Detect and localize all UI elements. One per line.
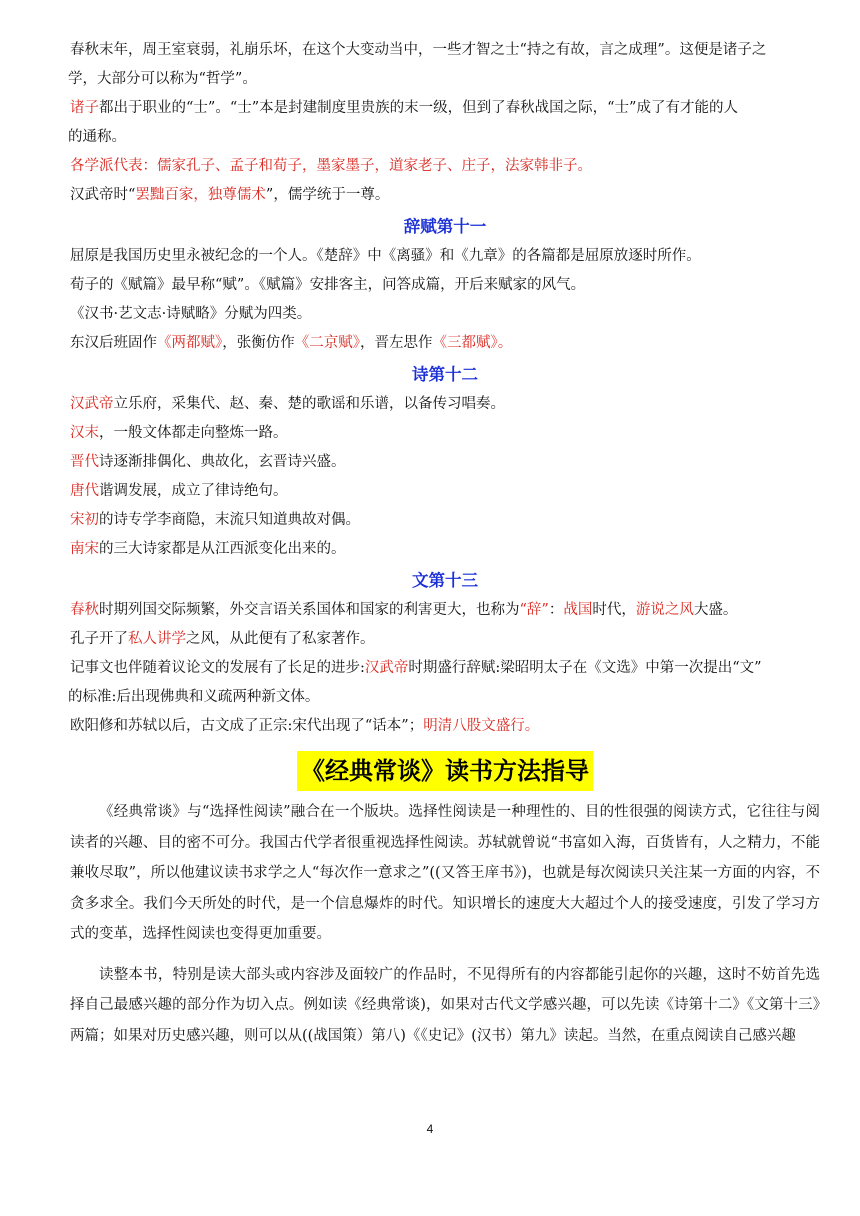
highlight-text: 《两都赋》: [157, 335, 223, 351]
highlight-text: 晋代: [70, 454, 99, 470]
highlight-text: 游说之风: [635, 602, 694, 618]
guide-heading-wrap: [70, 751, 820, 791]
list-item: [70, 477, 820, 506]
highlight-text: 各学派代表：儒家孔子、孟子和荀子，墨家墨子，道家老子、庄子，法家韩非子。: [70, 158, 592, 174]
text: 谐调发展，成立了律诗绝句。: [99, 483, 288, 499]
guide-paragraph: 《经典常谈》与“选择性阅读”融合在一个版块。选择性阅读是一种理性的、目的性很强的阅读方式，它往往与阅读者的兴趣、目的密不可分。我国古代学者很重视选择性阅读。苏轼就曾说“书富如入海，百货皆有，人之精力，不能兼收尽取”，所以他建议读书求学之人“每次作一意求之”((又答王庠书》)，也就是每次阅读只关注某一方面的内容，不贪多求全。我们今天所处的时代，是一个信息爆炸的时代。知识增长的速度大大超过个人的接受速度，引发了学习方式的变革，选择性阅读也变得更加重要。: [70, 804, 820, 942]
paragraph: [70, 181, 820, 210]
guide-heading: 《经典常谈》读书方法指导: [297, 751, 593, 791]
paragraph: [70, 300, 820, 329]
paragraph: [70, 242, 820, 271]
paragraph: [70, 152, 820, 181]
text: 的三大诗家都是从江西派变化出来的。: [99, 541, 346, 557]
text: 时期列国交际频繁，外交言语关系国体和国家的利害更大，也称为: [99, 602, 520, 618]
text: 都出于职业的“士”。“士”本是封建制度里贵族的末一级，但到了春秋战国之际，“士”成了有才能的人: [99, 100, 738, 116]
list-item: [70, 535, 820, 564]
text: 春秋末年，周王室衰弱，礼崩乐坏，在这个大变动当中，一些才智之士“持之有故，言之成理”。这便是诸子之: [70, 42, 767, 58]
text: 之风，从此便有了私家著作。: [186, 631, 375, 647]
paragraph: [70, 329, 820, 358]
text: 时代，: [592, 602, 636, 618]
paragraph: [70, 94, 820, 123]
text: ，张衡仿作: [222, 335, 295, 351]
page-number: 4: [426, 1122, 434, 1136]
section-heading: 文第十三: [412, 571, 478, 590]
highlight-text: 宋初: [70, 512, 99, 528]
text: 诗逐渐排偶化、典故化，玄晋诗兴盛。: [99, 454, 346, 470]
highlight-text: 诸子: [70, 100, 99, 116]
text: ，晋左思作: [360, 335, 433, 351]
highlight-text: 《二京赋》: [294, 335, 360, 351]
text: 的诗专学李商隐，末流只知道典故对偶。: [99, 512, 360, 528]
paragraph-continuation: [68, 65, 820, 94]
list-item: [70, 419, 820, 448]
section-heading: 辞赋第十一: [403, 217, 487, 236]
text: 时期盛行辞赋:梁昭明太子在《文选》中第一次提出“文”: [408, 660, 762, 676]
paragraph: [70, 596, 820, 625]
paragraph: [70, 712, 820, 741]
highlight-text: 私人讲学: [128, 631, 186, 647]
list-item: [70, 506, 820, 535]
highlight-text: 唐代: [70, 483, 99, 499]
text: 荀子的《赋篇》最早称“赋”。《赋篇》安排客主，问答成篇，开后来赋家的风气。: [70, 277, 586, 293]
text: 屈原是我国历史里永被纪念的一个人。《楚辞》中《离骚》和《九章》的各篇都是屈原放逐时所作。: [70, 248, 701, 264]
section-heading: 诗第十二: [412, 365, 478, 384]
text: 《汉书·艺文志·诗赋略》分赋为四类。: [70, 306, 312, 322]
text: 孔子开了: [70, 631, 128, 647]
guide-paragraph: 读整本书，特别是读大部头或内容涉及面较广的作品时，不见得所有的内容都能引起你的兴趣，这时不妨首先选择自己最感兴趣的部分作为切入点。例如读《经典常谈)，如果对古代文学感兴趣，可以先读《诗第十二》《文第十三》两篇；如果对历史感兴趣，则可以从((战国策）第八)《《史记》(汉书）第九》读起。当然，在重点阅读自己感兴趣: [70, 966, 820, 1044]
paragraph: [70, 271, 820, 300]
paragraph-continuation: [68, 123, 820, 152]
text: ”，儒学统于一尊。: [265, 187, 390, 203]
text: 东汉后班固作: [70, 335, 157, 351]
highlight-text: 罢黜百家，独尊儒术: [135, 187, 266, 203]
text: 立乐府，采集代、赵、秦、楚的歌谣和乐谱，以备传习唱奏。: [113, 396, 505, 412]
text: ：: [548, 602, 564, 618]
highlight-text: 春秋: [70, 602, 99, 618]
highlight-text: 汉武帝: [364, 660, 409, 676]
highlight-text: 汉武帝: [70, 396, 114, 412]
paragraph-continuation: [68, 683, 820, 712]
highlight-text: “辞”: [519, 602, 549, 618]
paragraph: [70, 36, 820, 65]
page-content: [70, 36, 820, 1051]
text: 大盛。: [693, 602, 738, 618]
text: 的通称。: [68, 129, 126, 145]
paragraph: [70, 625, 820, 654]
text: 欧阳修和苏轼以后，古文成了正宗:宋代出现了“话本”；: [70, 718, 424, 734]
highlight-text: 《三都赋》。: [432, 335, 513, 351]
text: 记事文也伴随着议论文的发展有了长足的进步:: [70, 660, 365, 676]
highlight-text: 汉末: [70, 425, 99, 441]
list-item: [70, 390, 820, 419]
highlight-text: 战国: [563, 602, 593, 618]
highlight-text: 南宋: [70, 541, 99, 557]
paragraph: [70, 654, 820, 683]
text: 学，大部分可以称为“哲学”。: [68, 71, 257, 87]
text: 汉武帝时“: [70, 187, 136, 203]
highlight-text: 明清八股文盛行。: [423, 718, 540, 734]
text: 的标准:后出现佛典和义疏两种新文体。: [68, 689, 320, 705]
text: ，一般文体都走向整炼一路。: [99, 425, 288, 441]
list-item: [70, 448, 820, 477]
